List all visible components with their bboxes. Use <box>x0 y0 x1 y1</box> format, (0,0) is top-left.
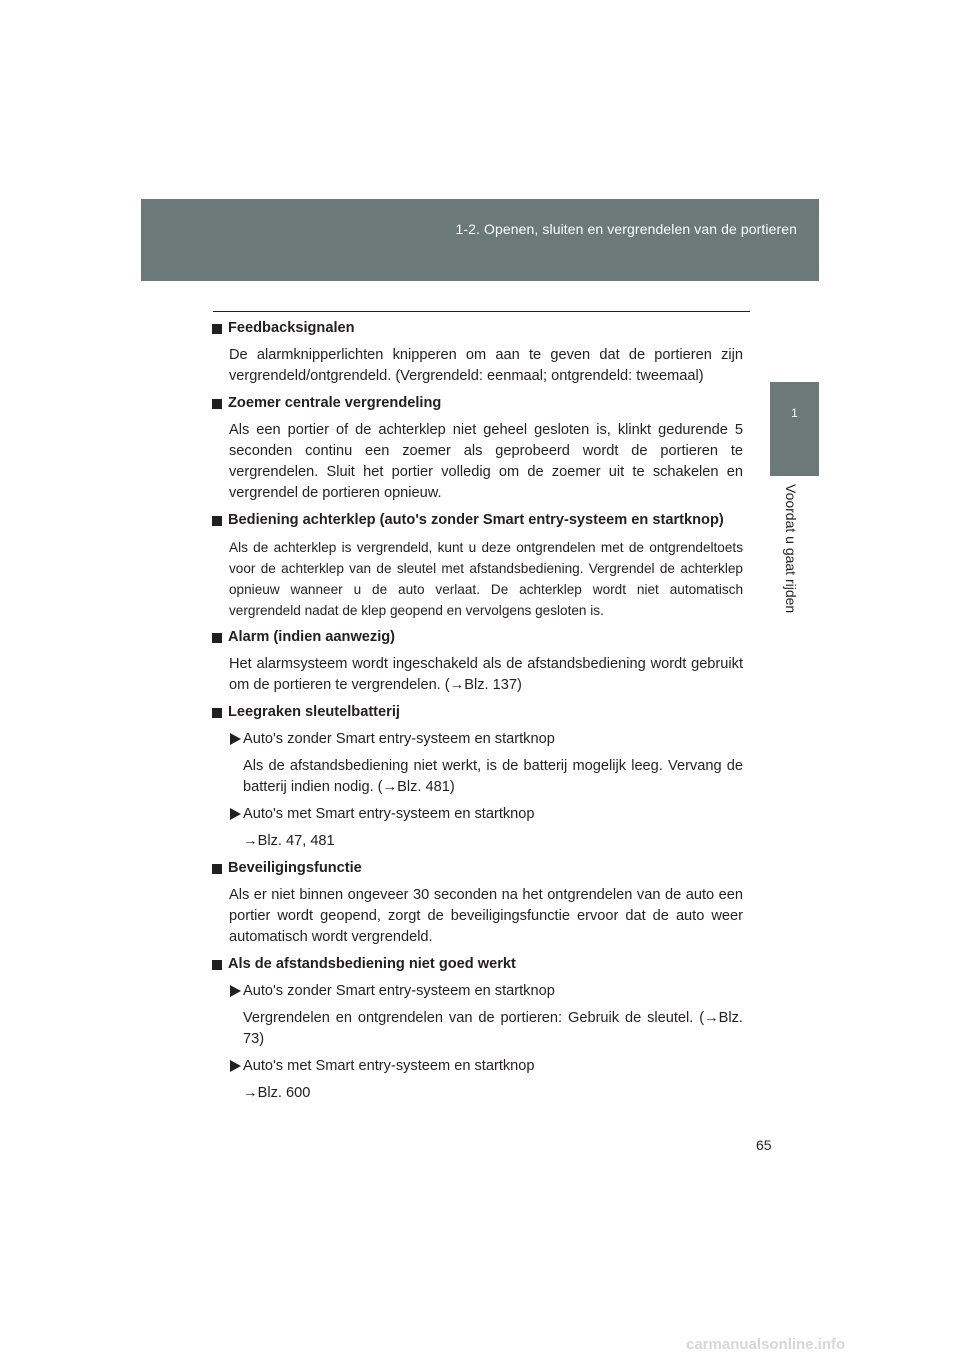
section-beveiliging <box>212 858 743 948</box>
section-alarm <box>212 627 743 696</box>
section-text: Als er niet binnen ongeveer 30 seconden na het ontgrendelen van de auto een portier wordt geopend, zorgt de beveiligingsfunctie ervoor dat de auto weer automatisch wordt vergrendeld. <box>229 887 743 945</box>
breadcrumb: 1-2. Openen, sluiten en vergrendelen van de portieren <box>455 221 797 237</box>
page-content <box>212 318 743 1110</box>
square-bullet-icon <box>212 633 222 643</box>
section-title: Leegraken sleutelbatterij <box>228 704 400 720</box>
square-bullet-icon <box>212 324 222 334</box>
section-text: Als de achterklep is vergrendeld, kunt u deze ontgrendelen met de ontgrendeltoets voor de achterklep van de sleutel met afstandsbediening. Vergrendel de achterklep opnieuw wanneer u de auto verlaat. De achterklep wordt niet automatisch vergrendeld nadat de klep geopend en vervolgens gesloten is. <box>229 540 743 618</box>
section-zoemer <box>212 393 743 504</box>
section-storing <box>212 954 743 1104</box>
chapter-number: 1 <box>791 406 798 420</box>
section-text: Als een portier of de achterklep niet geheel gesloten is, klinkt gedurende 5 seconden continu een zoemer als geprobeerd wordt de portieren te vergrendelen. Sluit het portier volledig om de zoemer uit te schakelen en vergrendel de portieren opnieuw. <box>229 422 743 501</box>
square-bullet-icon <box>212 960 222 970</box>
section-title: Bediening achterklep (auto's zonder Smart entry-systeem en startknop) <box>228 512 724 528</box>
sub-text: Als de afstandsbediening niet werkt, is de batterij mogelijk leeg. Vervang de batterij indien nodig. (→Blz. 481) <box>243 758 743 795</box>
header-band <box>141 199 819 281</box>
triangle-bullet-icon <box>230 808 241 820</box>
page-number: 65 <box>756 1137 772 1153</box>
page-reference: →Blz. 47, 481 <box>243 833 335 849</box>
square-bullet-icon <box>212 516 222 526</box>
section-title: Alarm (indien aanwezig) <box>228 629 396 645</box>
square-bullet-icon <box>212 708 222 718</box>
chapter-title-vertical <box>783 484 807 614</box>
top-divider <box>213 311 750 312</box>
section-achterklep <box>212 510 743 621</box>
bullet-text: Auto's met Smart entry-systeem en startknop <box>243 1058 535 1074</box>
section-text: De alarmknipperlichten knipperen om aan te geven dat de portieren zijn vergrendeld/ontgrendeld. (Vergrendeld: eenmaal; ontgrendeld: tweemaal) <box>229 347 743 384</box>
section-title: Als de afstandsbediening niet goed werkt <box>228 956 516 972</box>
square-bullet-icon <box>212 864 222 874</box>
page-reference: →Blz. 600 <box>243 1085 311 1101</box>
section-batterij <box>212 702 743 852</box>
square-bullet-icon <box>212 399 222 409</box>
bullet-text: Auto's zonder Smart entry-systeem en startknop <box>243 983 555 999</box>
chapter-tab <box>770 382 819 476</box>
bullet-text: Auto's met Smart entry-systeem en startknop <box>243 806 535 822</box>
sub-text: Vergrendelen en ontgrendelen van de portieren: Gebruik de sleutel. (→Blz. 73) <box>243 1010 743 1047</box>
section-title: Zoemer centrale vergrendeling <box>228 395 442 411</box>
section-feedback <box>212 318 743 387</box>
section-title: Beveiligingsfunctie <box>228 860 362 876</box>
bullet-text: Auto's zonder Smart entry-systeem en startknop <box>243 731 555 747</box>
section-title: Feedbacksignalen <box>228 320 355 336</box>
triangle-bullet-icon <box>230 1060 241 1072</box>
chapter-title: Voordat u gaat rijden <box>783 484 799 614</box>
watermark: carmanualsonline.info <box>686 1336 846 1353</box>
section-text: Het alarmsysteem wordt ingeschakeld als de afstandsbediening wordt gebruikt om de portieren te vergrendelen. (→Blz. 137) <box>229 656 743 693</box>
triangle-bullet-icon <box>230 985 241 997</box>
triangle-bullet-icon <box>230 733 241 745</box>
